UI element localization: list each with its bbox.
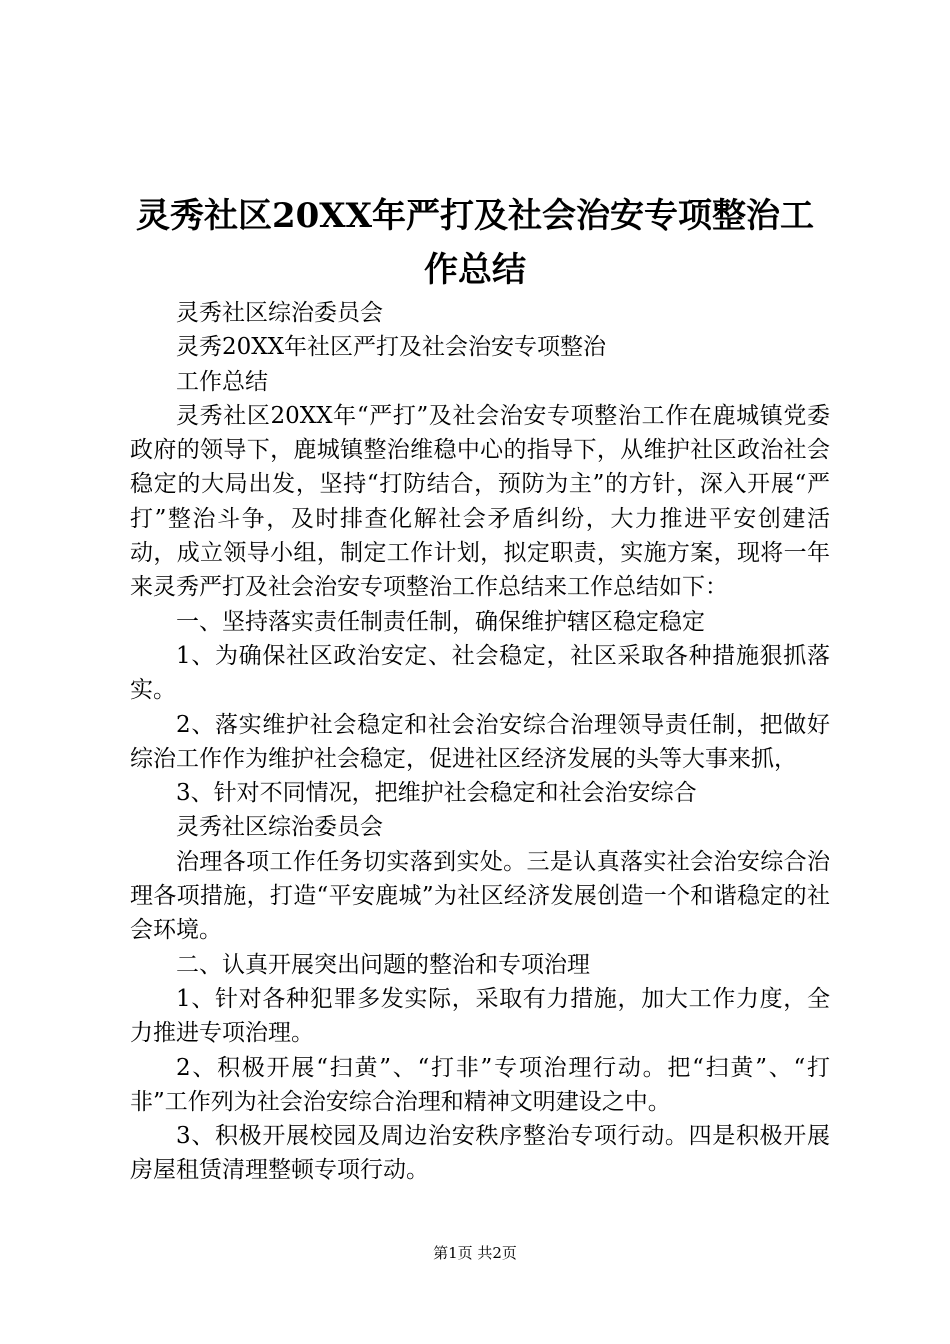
section-heading-2: 二、认真开展突出问题的整治和专项治理 xyxy=(176,951,590,978)
section-heading-1: 一、坚持落实责任制责任制，确保维护辖区稳定稳定 xyxy=(176,608,705,635)
page-footer: 第1页 共2页 xyxy=(433,1244,517,1262)
paragraph-item: 1、针对各种犯罪多发实际，采取有力措施，加大工作力度，全力推进专项治理。 xyxy=(130,985,830,1047)
paragraph-committee: 灵秀社区综治委员会 xyxy=(176,300,383,326)
paragraph-intro: 灵秀社区20XX年“严打”及社会治安专项整治工作在鹿城镇党委政府的领导下，鹿城镇整治维稳中心的指导下，从维护社区政治社会稳定的大局出发，坚持“打防结合，预防为主”的方针，深入开展“严打”整治斗争，及时排查化解社会矛盾纠纷，大力推进平安创建活动，成立领导小组，制定工作计划，拟定职责，实施方案，现将一年来灵秀严打及社会治安专项整治工作总结来工作总结如下： xyxy=(130,402,830,601)
paragraph-item-cont: 治理各项工作任务切实落到实处。三是认真落实社会治安综合治理各项措施，打造“平安鹿城”为社区经济发展创造一个和谐稳定的社会环境。 xyxy=(130,848,830,944)
document-title-line-2: 作总结 xyxy=(424,250,526,290)
paragraph-item: 1、为确保社区政治安定、社会稳定，社区采取各种措施狠抓落实。 xyxy=(130,642,830,704)
paragraph-subtitle: 灵秀20XX年社区严打及社会治安专项整治 xyxy=(176,334,607,361)
document-title-line-1: 灵秀社区20XX年严打及社会治安专项整治工 xyxy=(135,196,815,236)
paragraph-subtitle-cont: 工作总结 xyxy=(176,368,268,395)
paragraph-item: 2、积极开展“扫黄”、“打非”专项治理行动。把“扫黄”、“打非”工作列为社会治安综合治理和精神文明建设之中。 xyxy=(130,1054,830,1115)
document-body xyxy=(130,296,830,1188)
paragraph-item: 3、积极开展校园及周边治安秩序整治专项行动。四是积极开展房屋租赁清理整顿专项行动。 xyxy=(130,1123,830,1184)
paragraph-committee-repeat: 灵秀社区综治委员会 xyxy=(176,814,383,841)
paragraph-item: 2、落实维护社会稳定和社会治安综合治理领导责任制，把做好综治工作作为维护社会稳定，促进社区经济发展的头等大事来抓， xyxy=(130,711,830,772)
paragraph-item: 3、针对不同情况，把维护社会稳定和社会治安综合 xyxy=(176,780,697,807)
